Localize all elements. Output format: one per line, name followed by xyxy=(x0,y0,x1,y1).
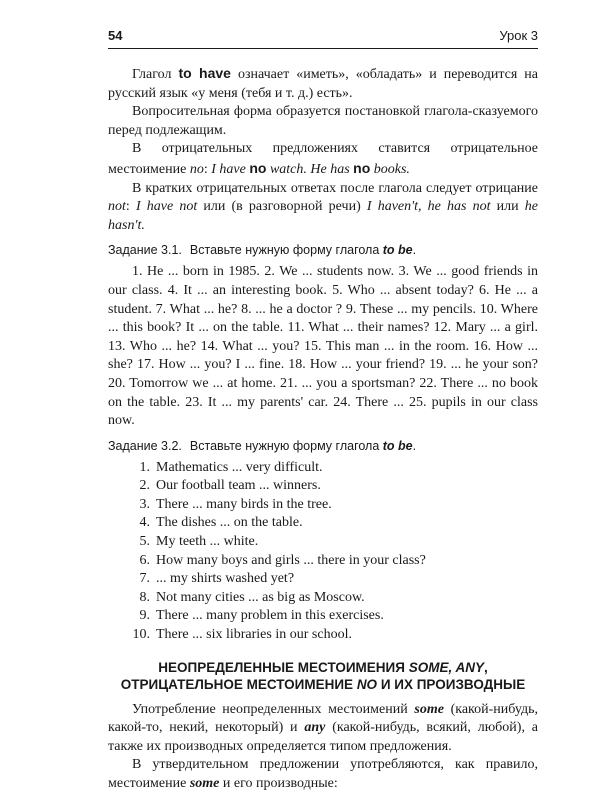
section-paragraph-1: Употребление неопределенных местоимений some (какой-нибудь, какой-то, некий, некоторый) и any (какой-нибудь, всякий, любой), а также их производных определяется типом предложения. xyxy=(108,701,538,754)
list-item: 5. My teeth ... white. xyxy=(139,534,259,550)
list-item: 9. There ... many problem in this exercises. xyxy=(139,608,384,624)
page-header xyxy=(108,28,538,49)
intro-paragraph-1: Глагол to have означает «иметь», «обладать» и переводится на русский язык «у меня (тебя и т. д.) есть». xyxy=(108,65,538,101)
intro-paragraph-3: В отрицательных предложениях ставится отрицательное местоимение no: I have no watch. He has no books. xyxy=(108,141,538,177)
list-item: 2. Our football team ... winners. xyxy=(139,478,321,494)
list-item: 4. The dishes ... on the table. xyxy=(139,515,303,531)
task-3-1-heading: Задание 3.1. Вставьте нужную форму глагола to be. xyxy=(108,243,417,258)
list-item: 3. There ... many birds in the tree. xyxy=(139,496,332,512)
page-number: 54 xyxy=(108,28,123,43)
page-content xyxy=(108,64,538,794)
list-item: 10. There ... six libraries in our school. xyxy=(132,627,352,643)
section-title xyxy=(108,659,538,693)
lesson-label: Урок 3 xyxy=(499,28,538,43)
section-paragraph-2: В утвердительном предложении употребляются, как правило, местоимение some и его производные: xyxy=(108,757,538,791)
list-item: 8. Not many cities ... as big as Moscow. xyxy=(139,589,365,605)
intro-paragraph-4: В кратких отрицательных ответах после глагола следует отрицание not: I have not или (в разговорной речи) I haven't, he has not или he hasn't. xyxy=(108,180,538,233)
task-3-2-list xyxy=(108,459,538,645)
task-3-2-heading: Задание 3.2. Вставьте нужную форму глагола to be. xyxy=(108,438,417,453)
section-title-line-2: ОТРИЦАТЕЛЬНОЕ МЕСТОИМЕНИЕ NO И ИХ ПРОИЗВОДНЫЕ xyxy=(120,676,526,692)
list-item: 1. Mathematics ... very difficult. xyxy=(139,459,323,475)
list-item: 7. ... my shirts washed yet? xyxy=(139,571,295,587)
list-item: 6. How many boys and girls ... there in your class? xyxy=(139,552,426,568)
intro-paragraph-2: Вопросительная форма образуется постановкой глагола-сказуемого перед подлежащим. xyxy=(108,104,538,138)
section-title-line-1: НЕОПРЕДЕЛЕННЫЕ МЕСТОИМЕНИЯ SOME, ANY, xyxy=(158,659,488,675)
task-3-1-body: 1. He ... born in 1985. 2. We ... students now. 3. We ... good friends in our class. 4. It ... an interesting book. 5. Who ... absent today? 6. He ... a student. 7. What ... he? 8. ... he a doctor ? 9. These ... my pencils. 10. Where ... this book? It ... on the table. 11. What ... their names? 12. Mary ... a girl. 13. Who ... he? 14. What ... you? 15. This man ... in the room. 16. How ... she? 17. How ... you? I ... fine. 18. How ... your friend? 19. ... he your son? 20. Tomorrow we ... at home. 21. ... you a sportsman? 22. There ... no book on the table. 23. It ... my parents' car. 24. There ... 25. pupils in our class now. xyxy=(108,264,538,429)
